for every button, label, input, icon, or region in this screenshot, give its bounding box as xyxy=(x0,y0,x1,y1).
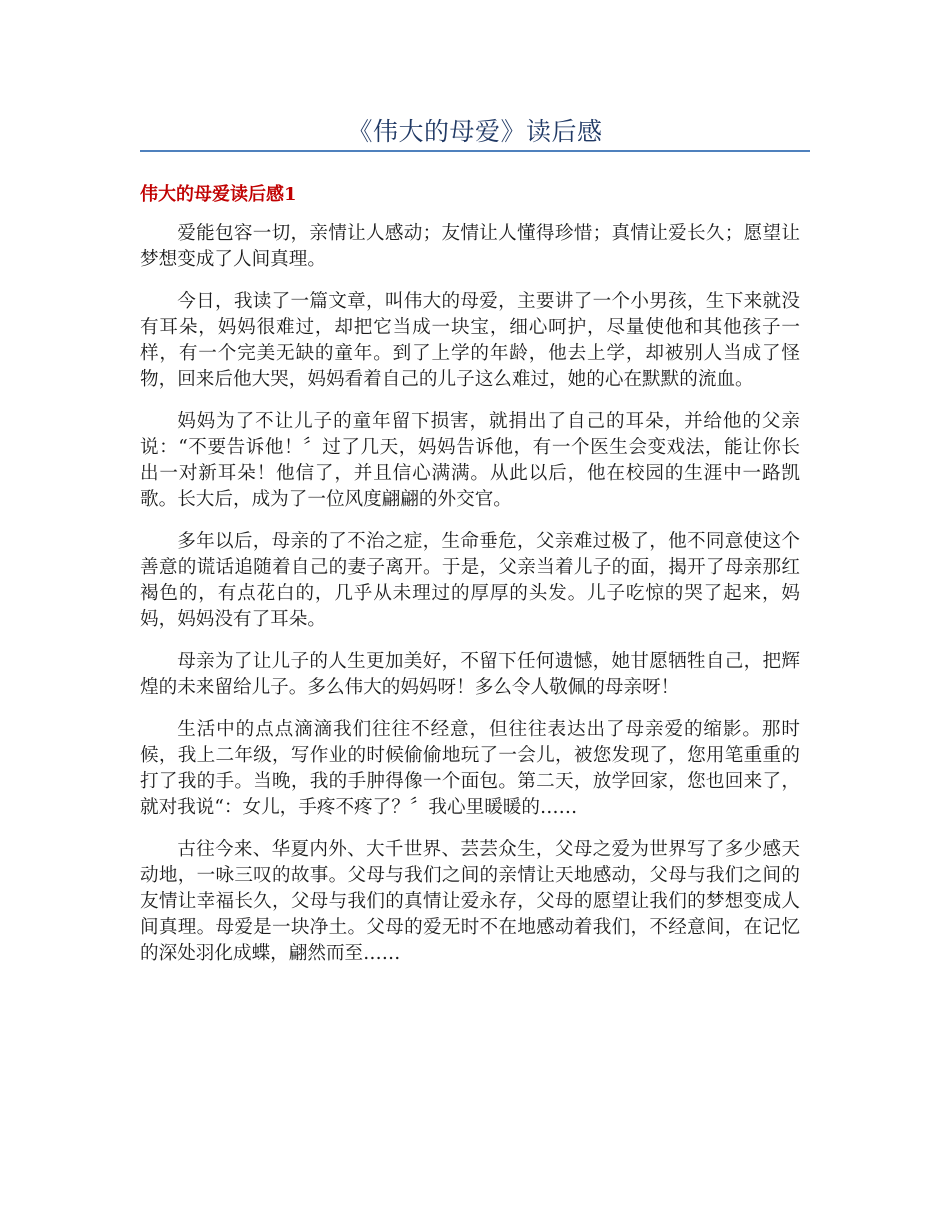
paragraph-2: 今日，我读了一篇文章，叫伟大的母爱，主要讲了一个小男孩，生下来就没有耳朵，妈妈很难过，却把它当成一块宝，细心呵护，尽量使他和其他孩子一样，有一个完美无缺的童年。到了上学的年龄，他去上学，却被别人当成了怪物，回来后他大哭，妈妈看着自己的儿子这么难过，她的心在默默的流血。 xyxy=(140,291,800,390)
paragraph-1: 爱能包容一切，亲情让人感动；友情让人懂得珍惜；真情让爱长久；愿望让梦想变成了人间真理。 xyxy=(140,223,800,270)
paragraph-6: 生活中的点点滴滴我们往往不经意，但往往表达出了母亲爱的缩影。那时候，我上二年级，写作业的时候偷偷地玩了一会儿，被您发现了，您用笔重重的打了我的手。当晚，我的手肿得像一个面包。第二天，放学回家，您也回来了，就对我说“：女儿，手疼不疼了？〞我心里暖暖的…… xyxy=(140,719,800,818)
page-title: 《伟大的母爱》读后感 xyxy=(347,117,603,146)
title-underline-divider xyxy=(140,150,810,152)
section-heading: 伟大的母爱读后感1 xyxy=(140,184,297,205)
paragraph-5: 母亲为了让儿子的人生更加美好，不留下任何遗憾，她甘愿牺牲自己，把辉煌的未来留给儿子。多么伟大的妈妈呀！多么令人敬佩的母亲呀！ xyxy=(140,651,800,698)
paragraph-3: 妈妈为了不让儿子的童年留下损害，就捐出了自己的耳朵，并给他的父亲说：“不要告诉他！〞过了几天，妈妈告诉他，有一个医生会变戏法，能让你长出一对新耳朵！他信了，并且信心满满。从此以后，他在校园的生涯中一路凯歌。长大后，成为了一位风度翩翩的外交官。 xyxy=(140,411,800,510)
paragraph-7: 古往今来、华夏内外、大千世界、芸芸众生，父母之爱为世界写了多少感天动地，一咏三叹的故事。父母与我们之间的亲情让天地感动，父母与我们之间的友情让幸福长久，父母与我们的真情让爱永存，父母的愿望让我们的梦想变成人间真理。母爱是一块净土。父母的爱无时不在地感动着我们，不经意间，在记忆的深处羽化成蝶，翩然而至…… xyxy=(140,839,800,964)
paragraph-4: 多年以后，母亲的了不治之症，生命垂危，父亲难过极了，他不同意使这个善意的谎话追随着自己的妻子离开。于是，父亲当着儿子的面，揭开了母亲那红褐色的，有点花白的，几乎从未理过的厚厚的头发。儿子吃惊的哭了起来，妈妈，妈妈没有了耳朵。 xyxy=(140,531,800,630)
article-body xyxy=(140,221,800,983)
